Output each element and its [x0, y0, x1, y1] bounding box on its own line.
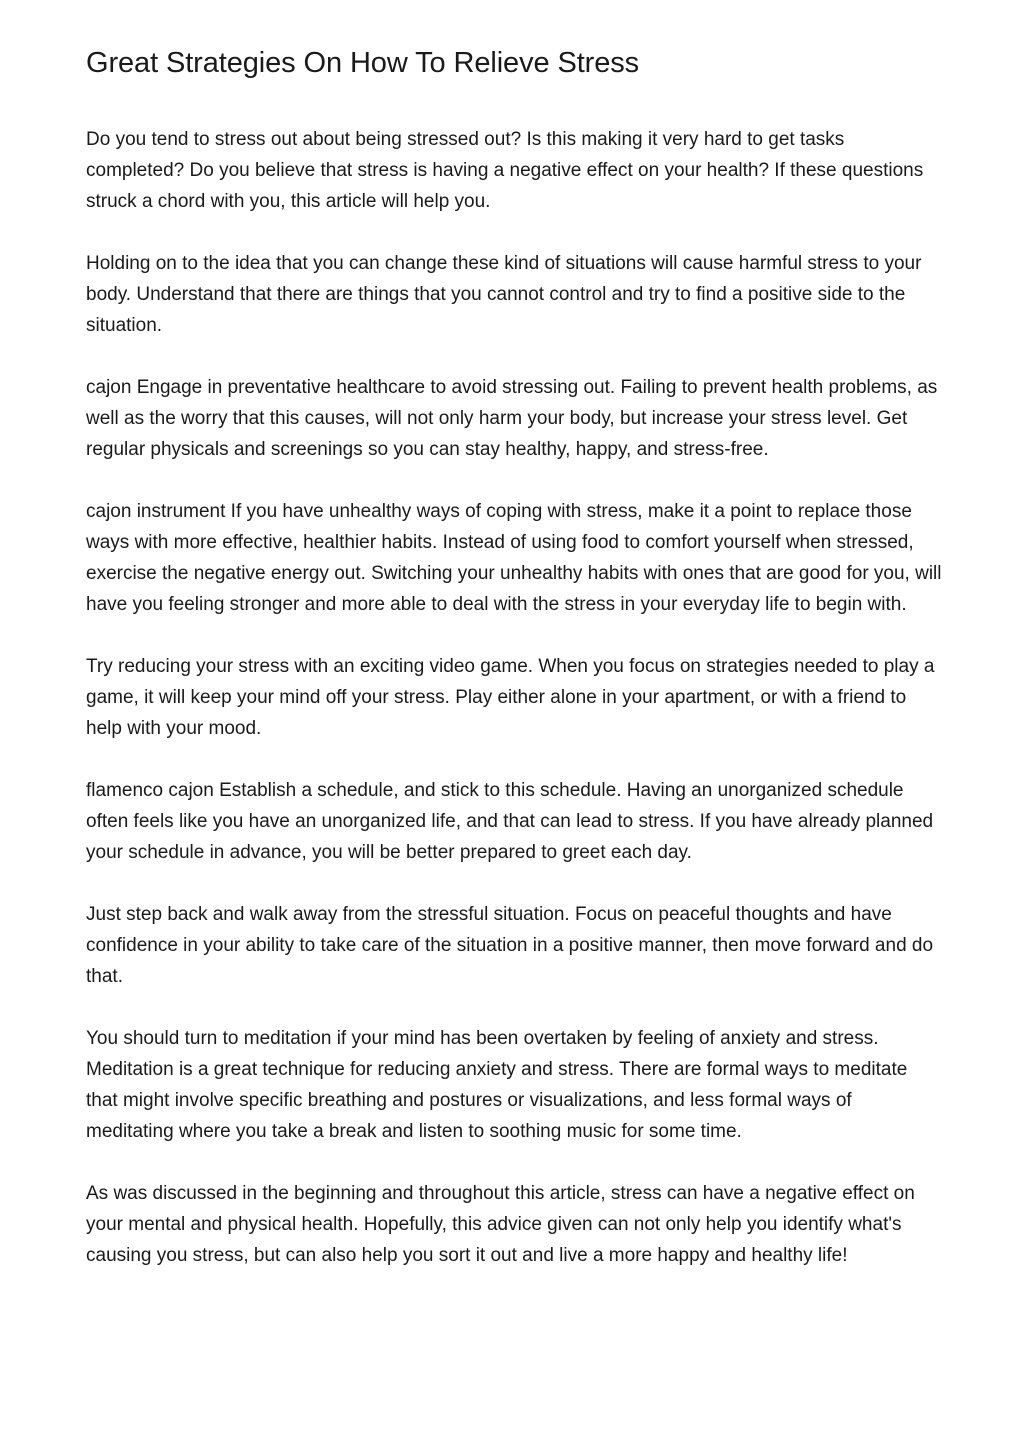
paragraph-video-game: Try reducing your stress with an exciting video game. When you focus on strategies needed to play a game, it will keep your mind off your stress. Play either alone in your apartment, or with a friend to help with your mood. [86, 656, 935, 739]
document-page [86, 44, 942, 1302]
paragraph-meditation: You should turn to meditation if your mind has been overtaken by feeling of anxiety and stress. Meditation is a great technique for reducing anxiety and stress. There are formal ways to meditate that might involve specific breathing and postures or visualizations, and less formal ways of meditating where you take a break and listen to soothing music for some time. [86, 1028, 908, 1142]
paragraph-preventative-healthcare: cajon Engage in preventative healthcare to avoid stressing out. Failing to prevent health problems, as well as the worry that this causes, will not only harm your body, but increase your stress level. Get regular physicals and screenings so you can stay healthy, happy, and stress-free. [86, 377, 938, 460]
paragraph-holding-on: Holding on to the idea that you can change these kind of situations will cause harmful stress to your body. Understand that there are things that you cannot control and try to find a positive side to the situation. [86, 253, 922, 336]
paragraph-healthier-habits: cajon instrument If you have unhealthy ways of coping with stress, make it a point to replace those ways with more effective, healthier habits. Instead of using food to comfort yourself when stressed, exercise the negative energy out. Switching your unhealthy habits with ones that are good for you, will have you feeling stronger and more able to deal with the stress in your everyday life to begin with. [86, 501, 942, 615]
paragraph-conclusion: As was discussed in the beginning and throughout this article, stress can have a negative effect on your mental and physical health. Hopefully, this advice given can not only help you identify what's causing you stress, but can also help you sort it out and live a more happy and healthy life! [86, 1183, 915, 1266]
paragraph-intro: Do you tend to stress out about being stressed out? Is this making it very hard to get tasks completed? Do you believe that stress is having a negative effect on your health? If these questions struck a chord with you, this article will help you. [86, 129, 924, 212]
paragraph-schedule: flamenco cajon Establish a schedule, and stick to this schedule. Having an unorganized schedule often feels like you have an unorganized life, and that can lead to stress. If you have already planned your schedule in advance, you will be better prepared to greet each day. [86, 780, 934, 863]
document-title: Great Strategies On How To Relieve Stress [86, 47, 640, 79]
paragraph-step-back: Just step back and walk away from the stressful situation. Focus on peaceful thoughts and have confidence in your ability to take care of the situation in a positive manner, then move forward and do that. [86, 904, 934, 987]
